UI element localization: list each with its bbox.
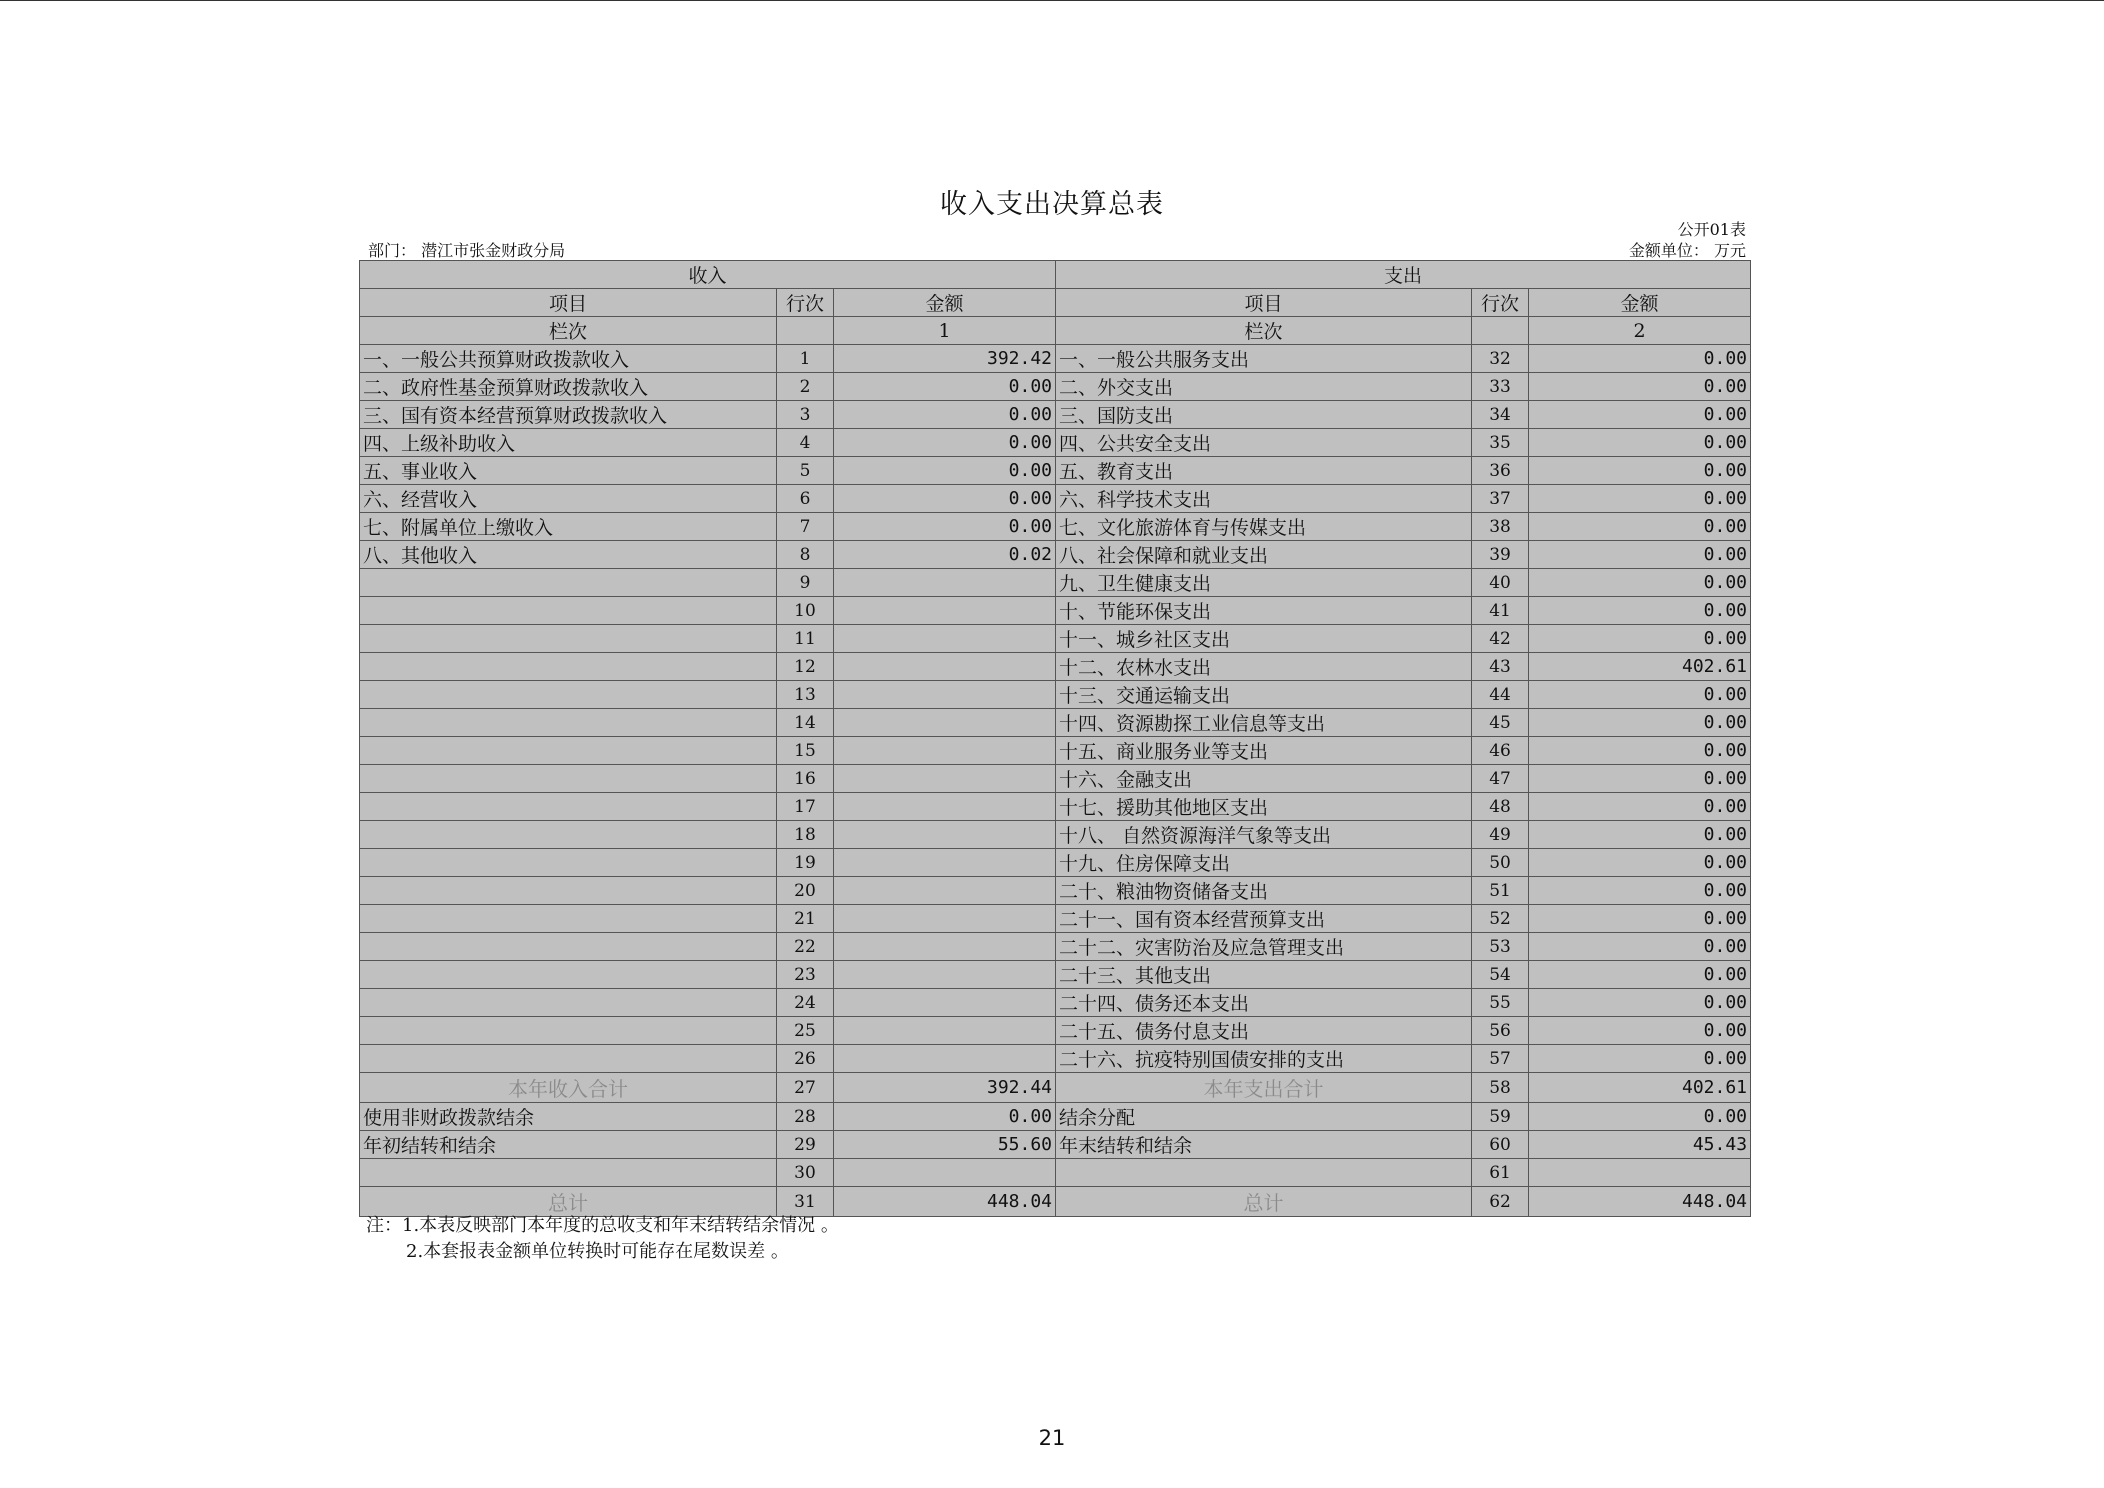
- expense-amount-cell: 0.00: [1529, 849, 1751, 877]
- income-line-cell: 6: [777, 485, 834, 513]
- page-title: 收入支出决算总表: [940, 189, 1164, 220]
- expense-item-cell: 五、教育支出: [1056, 457, 1472, 485]
- income-subtotal-amount: 392.44: [834, 1073, 1056, 1103]
- expense-line-cell: 40: [1472, 569, 1529, 597]
- expense-line-cell: 32: [1472, 345, 1529, 373]
- expense-item-cell: 十四、资源勘探工业信息等支出: [1056, 709, 1472, 737]
- table-row: [360, 625, 1751, 653]
- table-row: [360, 933, 1751, 961]
- form-number: 公开01表: [1677, 220, 1746, 239]
- expense-amount-cell: 0.00: [1529, 541, 1751, 569]
- subtotal-row: [360, 1073, 1751, 1103]
- expense-line-cell: 47: [1472, 765, 1529, 793]
- income-amount-cell: [834, 989, 1056, 1017]
- income-line-cell: 3: [777, 401, 834, 429]
- income-amount-cell: 392.42: [834, 345, 1056, 373]
- total-row: [360, 1187, 1751, 1217]
- table-row: [360, 485, 1751, 513]
- table-row: [360, 1159, 1751, 1187]
- income-item-header: 项目: [360, 289, 777, 317]
- expense-line-cell: 33: [1472, 373, 1529, 401]
- income-item-cell: 使用非财政拨款结余: [360, 1103, 777, 1131]
- expense-line-cell: 36: [1472, 457, 1529, 485]
- income-amount-cell: [834, 877, 1056, 905]
- income-line-cell: 29: [777, 1131, 834, 1159]
- expense-item-cell: 二十二、灾害防治及应急管理支出: [1056, 933, 1472, 961]
- income-line-cell: 18: [777, 821, 834, 849]
- income-subtotal-label: 本年收入合计: [360, 1073, 777, 1103]
- expense-amount-cell: 0.00: [1529, 457, 1751, 485]
- income-line-cell: 14: [777, 709, 834, 737]
- table-row: [360, 1017, 1751, 1045]
- expense-subtotal-line: 58: [1472, 1073, 1529, 1103]
- expense-line-cell: 37: [1472, 485, 1529, 513]
- income-amount-cell: [834, 1159, 1056, 1187]
- expense-line-cell: 55: [1472, 989, 1529, 1017]
- expense-total-label: 总计: [1056, 1187, 1472, 1217]
- income-column-index: 1: [834, 317, 1056, 345]
- table-row: [360, 569, 1751, 597]
- table-row: [360, 681, 1751, 709]
- expense-line-cell: 57: [1472, 1045, 1529, 1073]
- expense-amount-cell: 0.00: [1529, 569, 1751, 597]
- income-item-cell: [360, 597, 777, 625]
- income-amount-cell: [834, 793, 1056, 821]
- income-amount-cell: 0.00: [834, 373, 1056, 401]
- income-item-cell: 七、附属单位上缴收入: [360, 513, 777, 541]
- expense-item-cell: 一、一般公共服务支出: [1056, 345, 1472, 373]
- expense-amount-cell: 0.00: [1529, 989, 1751, 1017]
- expense-total-line: 62: [1472, 1187, 1529, 1217]
- income-item-cell: 年初结转和结余: [360, 1131, 777, 1159]
- income-amount-cell: [834, 765, 1056, 793]
- expense-line-cell: 44: [1472, 681, 1529, 709]
- expense-line-cell: 43: [1472, 653, 1529, 681]
- expense-amount-cell: 0.00: [1529, 737, 1751, 765]
- income-line-cell: 4: [777, 429, 834, 457]
- expense-column-index-blank: [1472, 317, 1529, 345]
- expense-line-cell: 49: [1472, 821, 1529, 849]
- income-item-cell: [360, 961, 777, 989]
- expense-line-cell: 52: [1472, 905, 1529, 933]
- expense-amount-cell: 0.00: [1529, 513, 1751, 541]
- income-amount-cell: [834, 933, 1056, 961]
- expense-line-cell: 38: [1472, 513, 1529, 541]
- income-amount-cell: [834, 569, 1056, 597]
- expense-line-cell: 45: [1472, 709, 1529, 737]
- table-row: [360, 653, 1751, 681]
- income-amount-cell: 0.00: [834, 485, 1056, 513]
- expense-item-cell: 九、卫生健康支出: [1056, 569, 1472, 597]
- expense-amount-cell: 0.00: [1529, 345, 1751, 373]
- expense-item-cell: 结余分配: [1056, 1103, 1472, 1131]
- expense-item-cell: 二十三、其他支出: [1056, 961, 1472, 989]
- expense-item-cell: 二十六、抗疫特别国债安排的支出: [1056, 1045, 1472, 1073]
- income-item-cell: [360, 737, 777, 765]
- expense-amount-cell: 0.00: [1529, 765, 1751, 793]
- income-line-cell: 10: [777, 597, 834, 625]
- table-row: [360, 429, 1751, 457]
- income-line-cell: 20: [777, 877, 834, 905]
- income-line-cell: 12: [777, 653, 834, 681]
- expense-amount-header: 金额: [1529, 289, 1751, 317]
- income-line-cell: 28: [777, 1103, 834, 1131]
- expense-amount-cell: 0.00: [1529, 933, 1751, 961]
- income-amount-header: 金额: [834, 289, 1056, 317]
- table-row: [360, 373, 1751, 401]
- income-item-cell: 八、其他收入: [360, 541, 777, 569]
- table-row: [360, 793, 1751, 821]
- expense-item-cell: 十一、城乡社区支出: [1056, 625, 1472, 653]
- expense-item-cell: 二十五、债务付息支出: [1056, 1017, 1472, 1045]
- expense-item-cell: 十二、农林水支出: [1056, 653, 1472, 681]
- expense-line-cell: 39: [1472, 541, 1529, 569]
- income-line-cell: 1: [777, 345, 834, 373]
- expense-item-cell: 七、文化旅游体育与传媒支出: [1056, 513, 1472, 541]
- expense-amount-cell: 0.00: [1529, 401, 1751, 429]
- expense-item-cell: 二、外交支出: [1056, 373, 1472, 401]
- income-item-cell: 二、政府性基金预算财政拨款收入: [360, 373, 777, 401]
- expense-item-cell: 十、节能环保支出: [1056, 597, 1472, 625]
- expense-item-cell: 八、社会保障和就业支出: [1056, 541, 1472, 569]
- income-item-cell: 六、经营收入: [360, 485, 777, 513]
- table-row: [360, 1045, 1751, 1073]
- expense-item-cell: 十六、金融支出: [1056, 765, 1472, 793]
- income-item-cell: [360, 989, 777, 1017]
- income-amount-cell: [834, 1017, 1056, 1045]
- income-line-cell: 8: [777, 541, 834, 569]
- income-amount-cell: 0.00: [834, 429, 1056, 457]
- expense-amount-cell: 0.00: [1529, 681, 1751, 709]
- expense-line-header: 行次: [1472, 289, 1529, 317]
- income-amount-cell: [834, 821, 1056, 849]
- income-amount-cell: [834, 653, 1056, 681]
- income-amount-cell: [834, 905, 1056, 933]
- expense-line-cell: 53: [1472, 933, 1529, 961]
- income-item-cell: 五、事业收入: [360, 457, 777, 485]
- income-item-cell: [360, 793, 777, 821]
- expense-line-cell: 34: [1472, 401, 1529, 429]
- expense-line-cell: 48: [1472, 793, 1529, 821]
- income-line-cell: 2: [777, 373, 834, 401]
- expense-line-cell: 41: [1472, 597, 1529, 625]
- income-amount-cell: [834, 625, 1056, 653]
- income-amount-cell: [834, 1045, 1056, 1073]
- income-line-cell: 7: [777, 513, 834, 541]
- income-line-cell: 19: [777, 849, 834, 877]
- income-amount-cell: 0.02: [834, 541, 1056, 569]
- income-line-cell: 5: [777, 457, 834, 485]
- income-item-cell: [360, 933, 777, 961]
- table-row: [360, 821, 1751, 849]
- income-line-cell: 24: [777, 989, 834, 1017]
- income-item-cell: [360, 1045, 777, 1073]
- income-line-cell: 9: [777, 569, 834, 597]
- income-subtotal-line: 27: [777, 1073, 834, 1103]
- income-amount-cell: 0.00: [834, 457, 1056, 485]
- income-amount-cell: 55.60: [834, 1131, 1056, 1159]
- expense-subtotal-label: 本年支出合计: [1056, 1073, 1472, 1103]
- expense-amount-cell: 0.00: [1529, 1103, 1751, 1131]
- expense-item-cell: 年末结转和结余: [1056, 1131, 1472, 1159]
- page-top-border: [0, 0, 2104, 1]
- expense-line-cell: 56: [1472, 1017, 1529, 1045]
- income-amount-cell: [834, 961, 1056, 989]
- expense-line-cell: 54: [1472, 961, 1529, 989]
- expense-item-header: 项目: [1056, 289, 1472, 317]
- note-1: 注：1.本表反映部门本年度的总收支和年末结转结余情况 。: [366, 1215, 839, 1236]
- expense-amount-cell: 0.00: [1529, 429, 1751, 457]
- expense-amount-cell: 0.00: [1529, 905, 1751, 933]
- income-amount-cell: 0.00: [834, 513, 1056, 541]
- expense-line-cell: 42: [1472, 625, 1529, 653]
- expense-item-cell: 二十四、债务还本支出: [1056, 989, 1472, 1017]
- income-total-line: 31: [777, 1187, 834, 1217]
- expense-line-cell: 46: [1472, 737, 1529, 765]
- expense-amount-cell: 0.00: [1529, 709, 1751, 737]
- expense-item-cell: [1056, 1159, 1472, 1187]
- income-total-label: 总计: [360, 1187, 777, 1217]
- expense-amount-cell: 0.00: [1529, 1045, 1751, 1073]
- expense-amount-cell: 0.00: [1529, 877, 1751, 905]
- expense-item-cell: 四、公共安全支出: [1056, 429, 1472, 457]
- expense-line-cell: 50: [1472, 849, 1529, 877]
- table-row: [360, 877, 1751, 905]
- expense-section-header: 支出: [1056, 261, 1751, 289]
- income-item-cell: 三、国有资本经营预算财政拨款收入: [360, 401, 777, 429]
- expense-item-cell: 六、科学技术支出: [1056, 485, 1472, 513]
- expense-column-index-label: 栏次: [1056, 317, 1472, 345]
- expense-line-cell: 61: [1472, 1159, 1529, 1187]
- column-header-row: [360, 289, 1751, 317]
- income-line-cell: 22: [777, 933, 834, 961]
- income-item-cell: [360, 709, 777, 737]
- expense-item-cell: 十九、住房保障支出: [1056, 849, 1472, 877]
- table-row: [360, 1131, 1751, 1159]
- section-header-row: [360, 261, 1751, 289]
- expense-amount-cell: 0.00: [1529, 821, 1751, 849]
- income-line-cell: 25: [777, 1017, 834, 1045]
- expense-amount-cell: 0.00: [1529, 793, 1751, 821]
- expense-amount-cell: 402.61: [1529, 653, 1751, 681]
- expense-line-cell: 35: [1472, 429, 1529, 457]
- income-column-index-label: 栏次: [360, 317, 777, 345]
- expense-amount-cell: 0.00: [1529, 1017, 1751, 1045]
- income-item-cell: 四、上级补助收入: [360, 429, 777, 457]
- income-item-cell: [360, 821, 777, 849]
- income-amount-cell: [834, 849, 1056, 877]
- table-row: [360, 345, 1751, 373]
- expense-amount-cell: 0.00: [1529, 597, 1751, 625]
- table-row: [360, 989, 1751, 1017]
- income-column-index-blank: [777, 317, 834, 345]
- table-row: [360, 905, 1751, 933]
- income-line-cell: 17: [777, 793, 834, 821]
- income-item-cell: [360, 1159, 777, 1187]
- income-line-cell: 16: [777, 765, 834, 793]
- expense-item-cell: 三、国防支出: [1056, 401, 1472, 429]
- table-row: [360, 401, 1751, 429]
- expense-amount-cell: 0.00: [1529, 961, 1751, 989]
- table-row: [360, 765, 1751, 793]
- expense-amount-cell: [1529, 1159, 1751, 1187]
- expense-item-cell: 十七、援助其他地区支出: [1056, 793, 1472, 821]
- table-row: [360, 513, 1751, 541]
- income-line-cell: 21: [777, 905, 834, 933]
- income-item-cell: [360, 569, 777, 597]
- income-line-cell: 23: [777, 961, 834, 989]
- income-item-cell: [360, 653, 777, 681]
- table-notes: [366, 1213, 839, 1265]
- expense-total-amount: 448.04: [1529, 1187, 1751, 1217]
- income-amount-cell: 0.00: [834, 1103, 1056, 1131]
- expense-subtotal-amount: 402.61: [1529, 1073, 1751, 1103]
- expense-amount-cell: 0.00: [1529, 373, 1751, 401]
- income-line-header: 行次: [777, 289, 834, 317]
- income-item-cell: [360, 681, 777, 709]
- income-amount-cell: [834, 737, 1056, 765]
- income-amount-cell: [834, 597, 1056, 625]
- amount-unit-label: 金额单位： 万元: [1628, 241, 1746, 260]
- page-number: 21: [1038, 1426, 1066, 1450]
- income-item-cell: [360, 765, 777, 793]
- income-item-cell: 一、一般公共预算财政拨款收入: [360, 345, 777, 373]
- income-total-amount: 448.04: [834, 1187, 1056, 1217]
- expense-amount-cell: 0.00: [1529, 625, 1751, 653]
- income-line-cell: 30: [777, 1159, 834, 1187]
- income-amount-cell: [834, 709, 1056, 737]
- table-row: [360, 737, 1751, 765]
- expense-item-cell: 二十一、国有资本经营预算支出: [1056, 905, 1472, 933]
- expense-item-cell: 十五、商业服务业等支出: [1056, 737, 1472, 765]
- table-row: [360, 541, 1751, 569]
- income-expense-table: [359, 260, 1751, 1217]
- income-amount-cell: 0.00: [834, 401, 1056, 429]
- income-item-cell: [360, 877, 777, 905]
- table-row: [360, 597, 1751, 625]
- expense-line-cell: 60: [1472, 1131, 1529, 1159]
- income-line-cell: 11: [777, 625, 834, 653]
- expense-item-cell: 十八、 自然资源海洋气象等支出: [1056, 821, 1472, 849]
- table-row: [360, 457, 1751, 485]
- income-item-cell: [360, 625, 777, 653]
- table-row: [360, 849, 1751, 877]
- income-section-header: 收入: [360, 261, 1056, 289]
- table-row: [360, 709, 1751, 737]
- expense-line-cell: 59: [1472, 1103, 1529, 1131]
- expense-column-index: 2: [1529, 317, 1751, 345]
- expense-item-cell: 二十、粮油物资储备支出: [1056, 877, 1472, 905]
- expense-line-cell: 51: [1472, 877, 1529, 905]
- expense-amount-cell: 45.43: [1529, 1131, 1751, 1159]
- column-index-row: [360, 317, 1751, 345]
- income-line-cell: 13: [777, 681, 834, 709]
- income-line-cell: 26: [777, 1045, 834, 1073]
- note-2: 2.本套报表金额单位转换时可能存在尾数误差 。: [406, 1241, 789, 1262]
- expense-amount-cell: 0.00: [1529, 485, 1751, 513]
- income-item-cell: [360, 849, 777, 877]
- table-row: [360, 1103, 1751, 1131]
- income-line-cell: 15: [777, 737, 834, 765]
- income-item-cell: [360, 1017, 777, 1045]
- expense-item-cell: 十三、交通运输支出: [1056, 681, 1472, 709]
- income-amount-cell: [834, 681, 1056, 709]
- income-item-cell: [360, 905, 777, 933]
- table-row: [360, 961, 1751, 989]
- department-label: 部门： 潜江市张金财政分局: [368, 241, 566, 260]
